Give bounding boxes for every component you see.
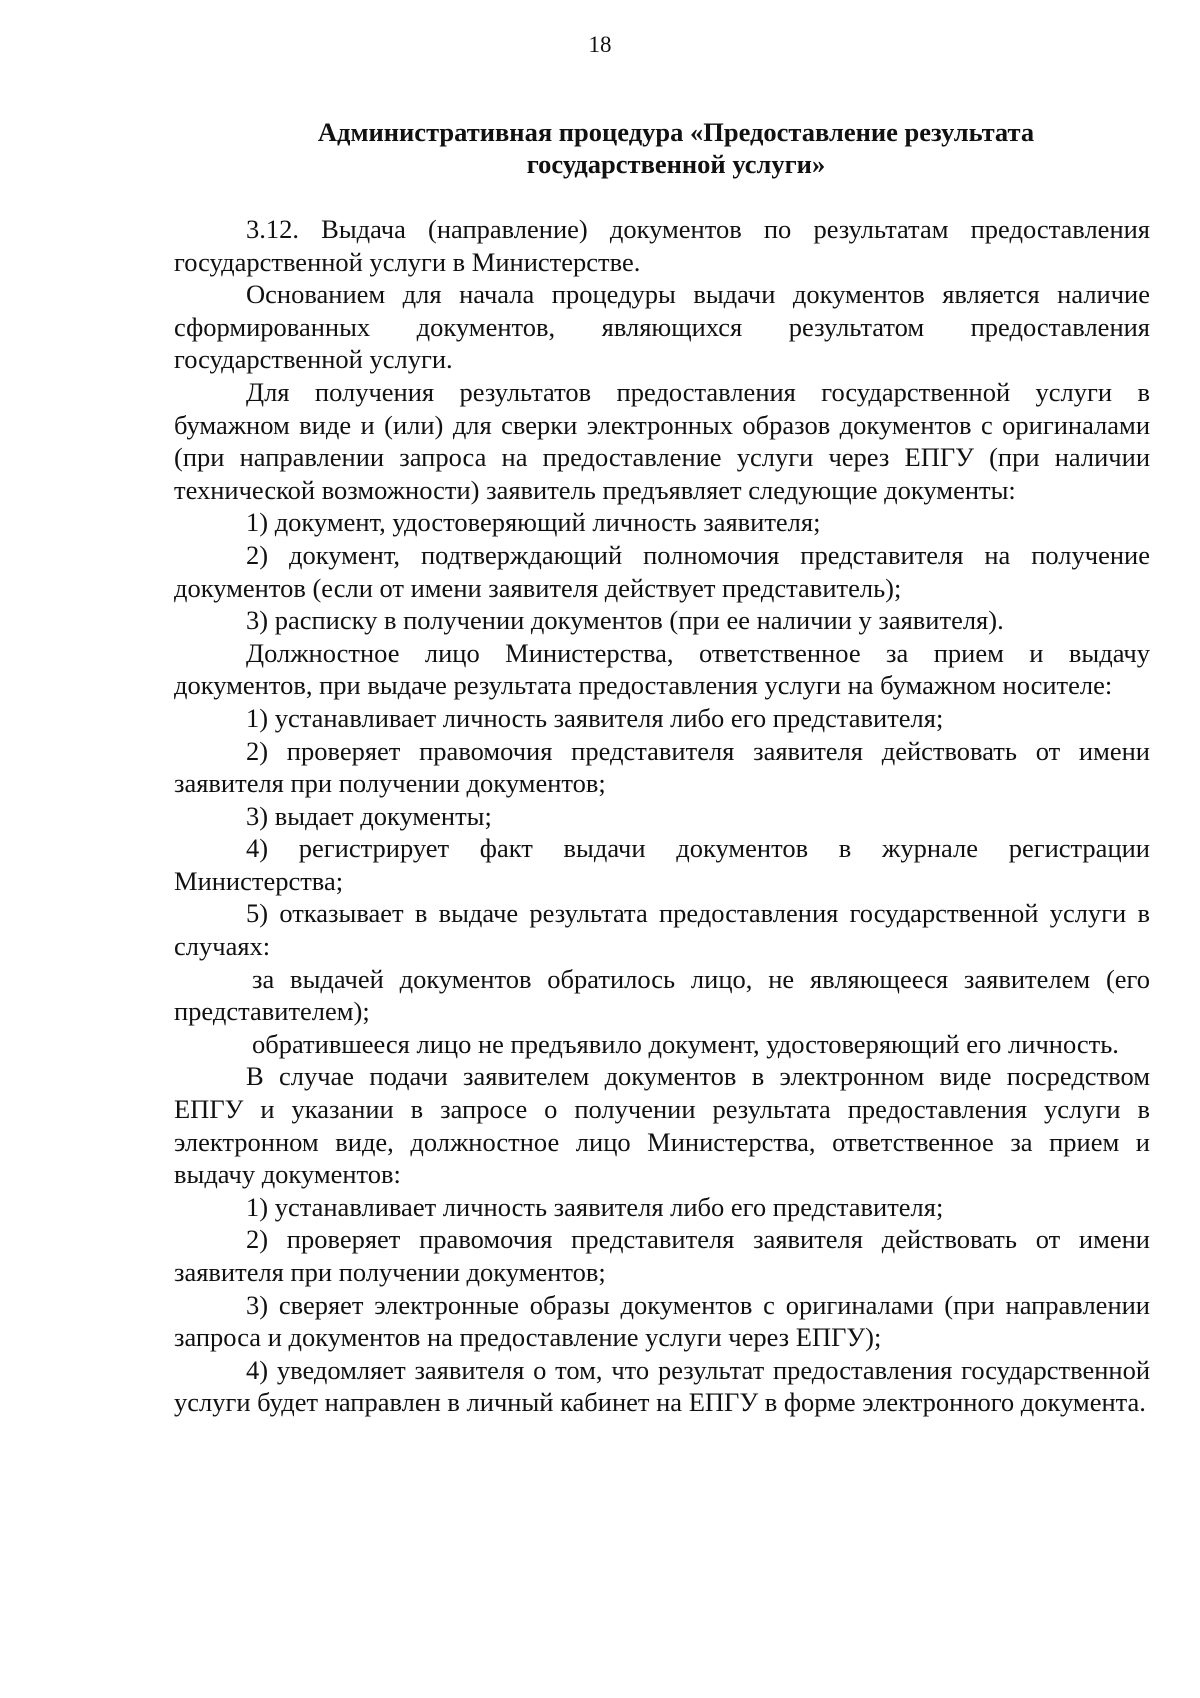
list-item-authority-document: 2) документ, подтверждающий полномочия представителя на получение документов (если от имени заявителя действует представитель); xyxy=(174,539,1150,603)
list-item-receipt: 3) расписку в получении документов (при ее наличии у заявителя). xyxy=(246,605,1004,636)
list-item-verify-images: 3) сверяет электронные образы документов с оригиналами (при направлении запроса и документов на предоставление услуги через ЕПГУ); xyxy=(174,1289,1150,1353)
paragraph-electronic-submission: В случае подачи заявителем документов в электронном виде посредством ЕПГУ и указании в запросе о получении результата предоставления услуги в электронном виде, должностное лицо Министерства, ответственное за прием и выдачу документов: xyxy=(174,1061,1150,1190)
section-title-line-1: Административная процедура «Предоставление результата xyxy=(317,117,1035,147)
paragraph-official-duties-paper: Должностное лицо Министерства, ответственное за прием и выдачу документов, при выдаче результата предоставления услуги на бумажном носителе: xyxy=(174,637,1150,701)
paragraph-3-12: 3.12. Выдача (направление) документов по результатам предоставления государственной услуги в Министерстве. xyxy=(174,214,1150,277)
refusal-case-no-id: обратившееся лицо не предъявило документ, удостоверяющий его личность. xyxy=(252,1028,1119,1059)
section-title xyxy=(174,116,1178,180)
list-item-check-authority: 2) проверяет правомочия представителя заявителя действовать от имени заявителя при получении документов; xyxy=(174,735,1150,799)
list-item-register-issue: 4) регистрирует факт выдачи документов в журнале регистрации Министерства; xyxy=(174,833,1150,896)
list-item-establish-identity-electronic: 1) устанавливает личность заявителя либо его представителя; xyxy=(246,1191,944,1222)
page-number: 18 xyxy=(588,32,612,57)
paragraph-basis: Основанием для начала процедуры выдачи документов является наличие сформированных документов, являющихся результатом предоставления государственной услуги. xyxy=(174,279,1150,375)
list-item-identity-document: 1) документ, удостоверяющий личность заявителя; xyxy=(246,507,821,538)
list-item-issue-documents: 3) выдает документы; xyxy=(246,800,492,831)
list-item-check-authority-electronic: 2) проверяет правомочия представителя заявителя действовать от имени заявителя при получении документов; xyxy=(174,1224,1150,1287)
list-item-refuse-issue: 5) отказывает в выдаче результата предоставления государственной услуги в случаях: xyxy=(174,898,1150,962)
paragraph-required-documents: Для получения результатов предоставления государственной услуги в бумажном виде и (или) для сверки электронных образов документов с оригиналами (при направлении запроса на предоставление услуги через ЕПГУ (при наличии технической возможности) заявитель предъявляет следующие документы: xyxy=(174,376,1150,505)
section-title-line-2: государственной услуги» xyxy=(526,149,826,179)
list-item-establish-identity: 1) устанавливает личность заявителя либо его представителя; xyxy=(246,702,944,733)
list-item-notify-applicant: 4) уведомляет заявителя о том, что результат предоставления государственной услуги будет направлен в личный кабинет на ЕПГУ в форме электронного документа. xyxy=(174,1354,1150,1418)
refusal-case-not-applicant: за выдачей документов обратилось лицо, не являющееся заявителем (его представителем); xyxy=(174,963,1150,1027)
document-body xyxy=(174,213,1150,1419)
